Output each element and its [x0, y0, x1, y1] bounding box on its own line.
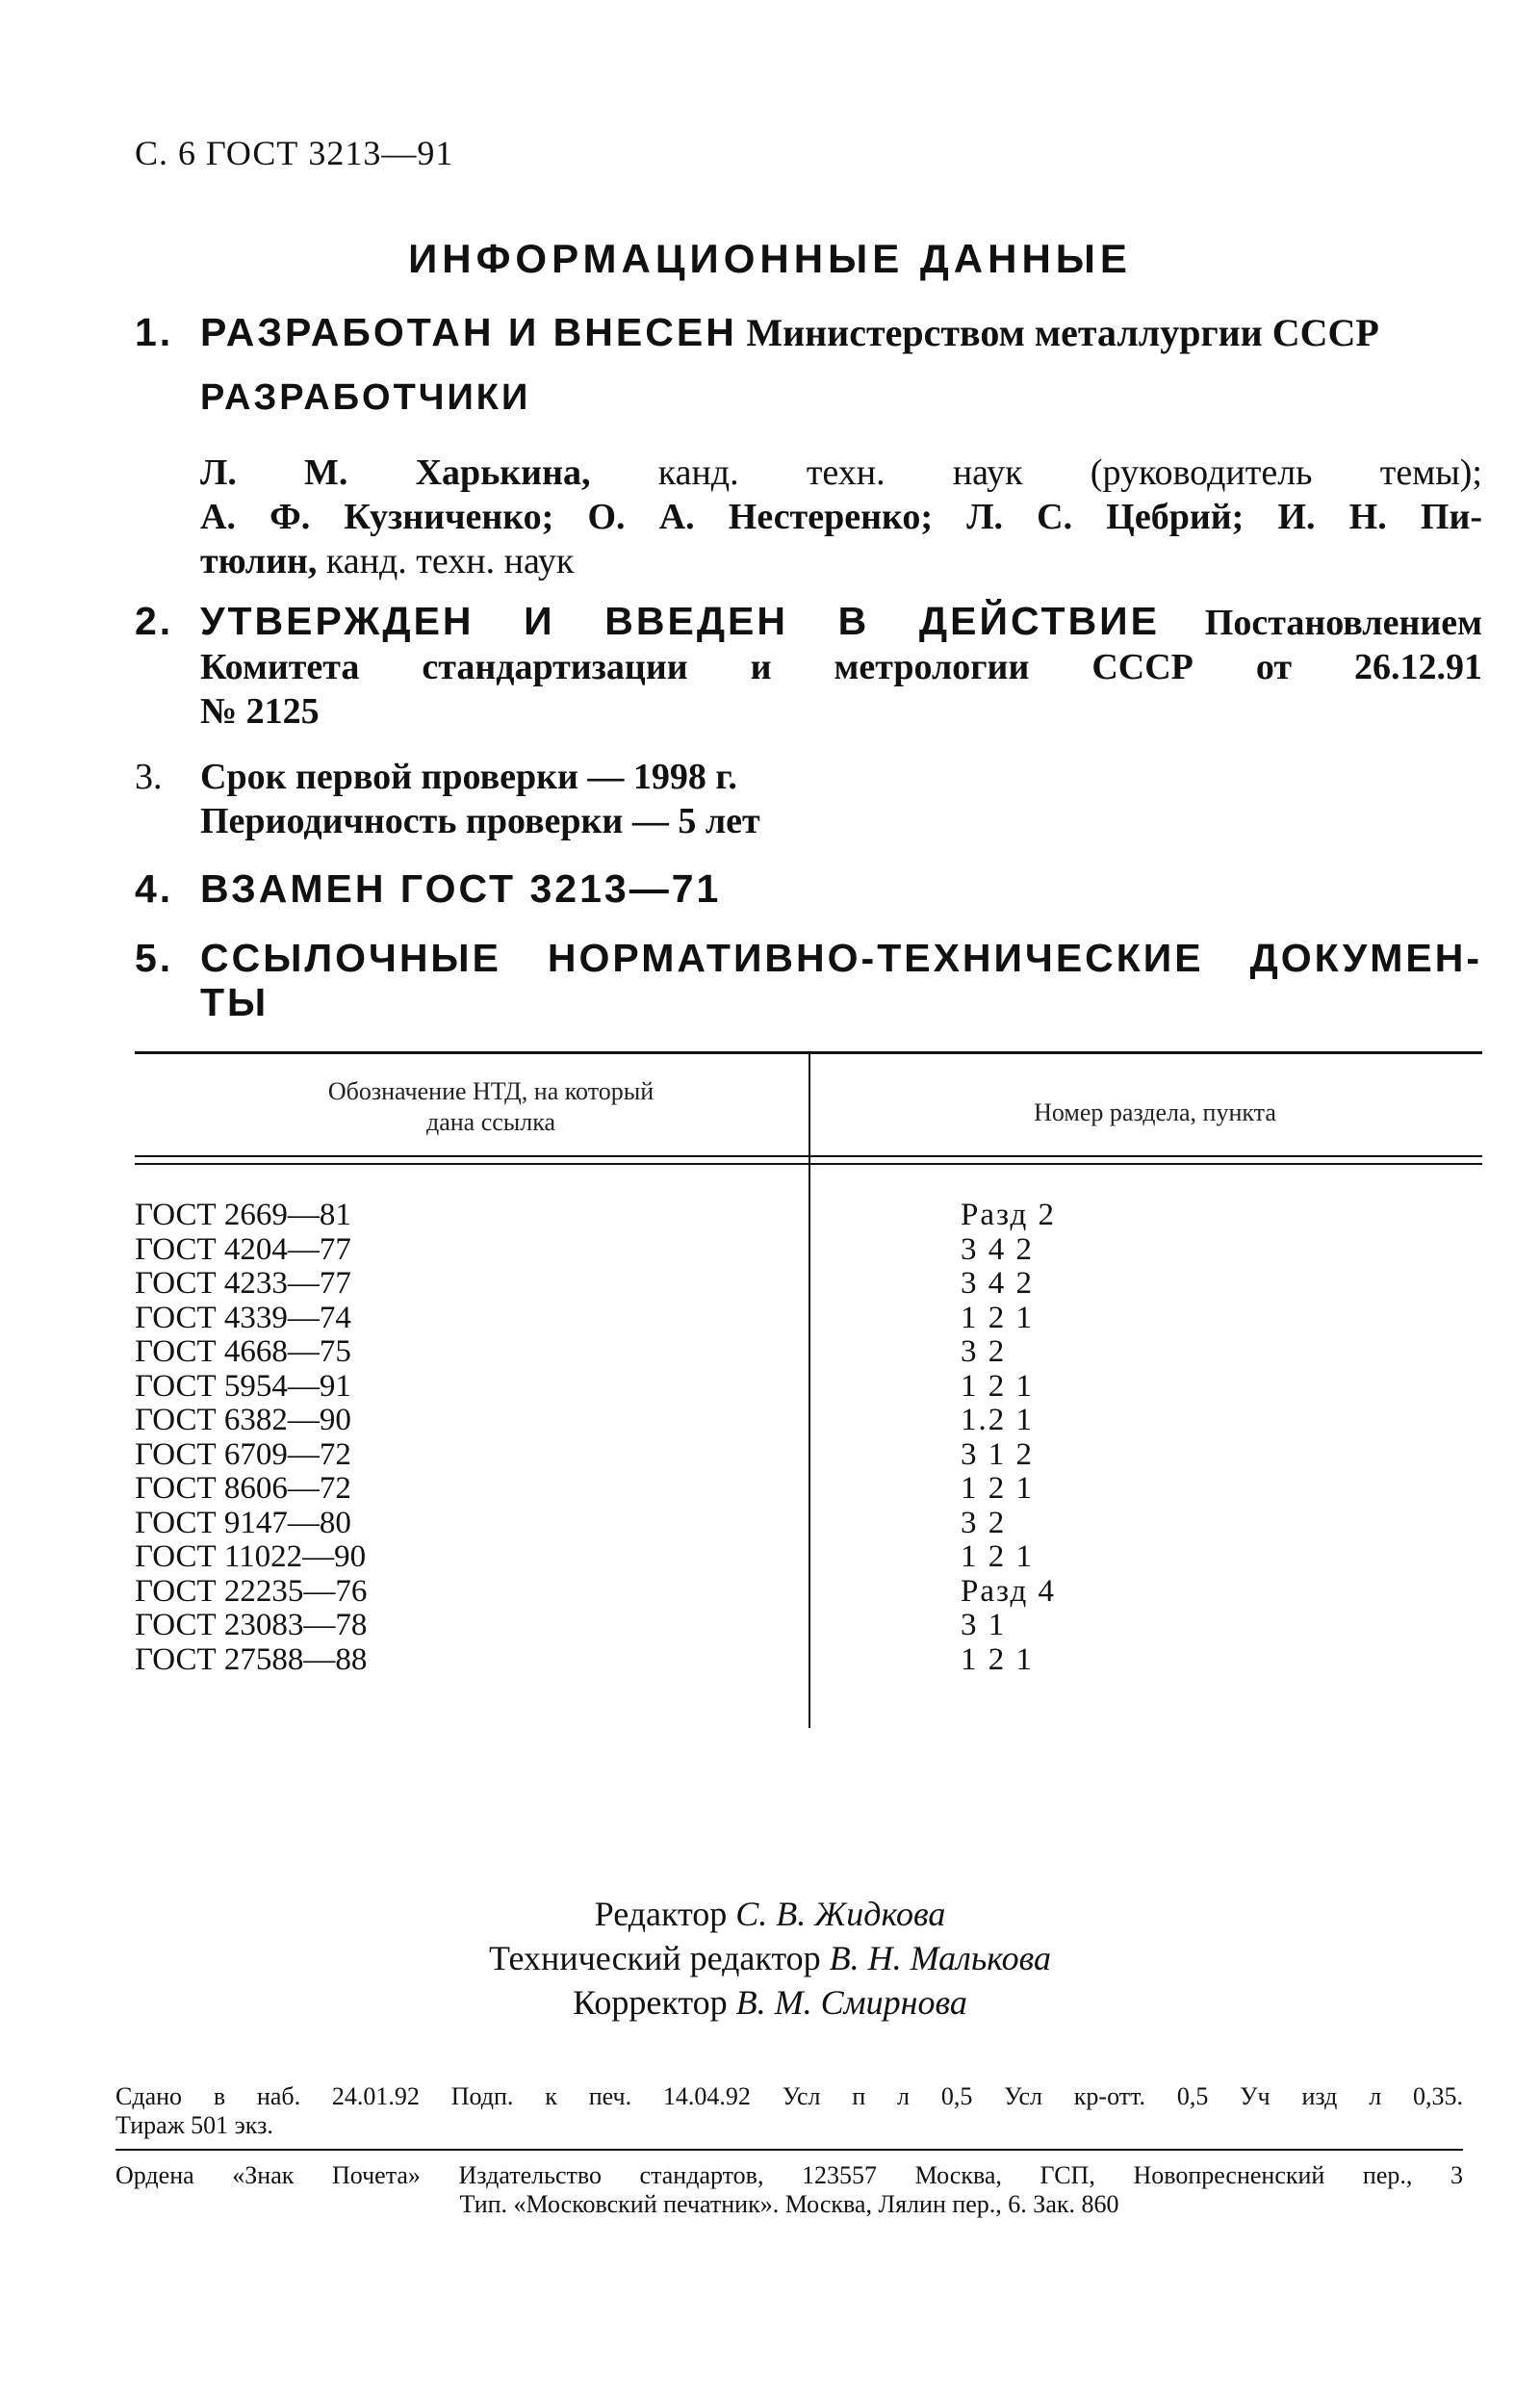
table-row	[135, 1540, 1482, 1575]
table-row	[135, 1233, 1482, 1268]
table-row	[135, 1575, 1482, 1610]
page-header: С. 6 ГОСТ 3213—91	[135, 134, 454, 172]
table-cell-ref: 3 4 2	[961, 1266, 1034, 1301]
item-lead: УТВЕРЖДЕН И ВВЕДЕН В ДЕЙСТВИЕ	[200, 599, 1160, 643]
item-lead: ССЫЛОЧНЫЕ НОРМАТИВНО-ТЕХНИЧЕСКИЕ ДОКУМЕН-	[200, 936, 1482, 980]
table-cell-ref: 1 2 1	[961, 1368, 1034, 1404]
table-header-rule	[135, 1163, 1482, 1165]
page-title: ИНФОРМАЦИОННЫЕ ДАННЫЕ	[408, 236, 1132, 281]
item-number: 5.	[135, 936, 174, 980]
item-lead: РАЗРАБОТАН И ВНЕСЕН	[200, 310, 737, 354]
item-lead: ВЗАМЕН ГОСТ 3213—71	[200, 866, 722, 911]
table-row	[135, 1507, 1482, 1541]
developers-line-3: тюлин, канд. техн. наук	[200, 541, 575, 581]
table-row	[135, 1438, 1482, 1473]
table-cell-doc: ГОСТ 4204—77	[135, 1231, 351, 1267]
credit-tech-editor: Технический редактор В. Н. Малькова	[488, 1939, 1052, 1977]
table-row	[135, 1609, 1482, 1643]
developers-line-2: А. Ф. Кузниченко; О. А. Нестеренко; Л. С. Цебрий; И. Н. Пи-	[200, 497, 1482, 537]
developers-line-1: Л. М. Харькина, канд. техн. наук (руководитель темы);	[200, 452, 1482, 493]
table-cell-ref: 1.2 1	[961, 1403, 1034, 1437]
table-cell-doc: ГОСТ 9147—80	[135, 1505, 351, 1540]
table-header-doc: Обозначение НТД, на который дана ссылка	[327, 1077, 654, 1136]
item-number: 3.	[135, 757, 163, 797]
table-cell-doc: ГОСТ 4668—75	[135, 1334, 351, 1369]
table-row	[135, 1404, 1482, 1438]
table-row	[135, 1199, 1482, 1233]
table-cell-ref: 1 2 1	[961, 1471, 1034, 1506]
developers-heading: РАЗРАБОТЧИКИ	[200, 377, 531, 418]
item-text: Министерством металлургии СССР	[746, 311, 1379, 354]
table-cell-ref: 1 2 1	[961, 1641, 1034, 1677]
table-cell-doc: ГОСТ 4233—77	[135, 1266, 351, 1301]
table-cell-ref: Разд 4	[961, 1573, 1056, 1609]
item-text: Постановлением	[1204, 603, 1483, 643]
item-number: 1.	[135, 310, 174, 354]
item-line-3: № 2125	[200, 691, 320, 732]
table-row	[135, 1472, 1482, 1507]
table-cell-ref: 3 4 2	[961, 1231, 1034, 1267]
table-cell-ref: 3 1 2	[961, 1436, 1034, 1472]
developers-list	[200, 451, 1482, 583]
table-cell-ref: 1 2 1	[961, 1300, 1034, 1335]
item-line-2: Периодичность проверки — 5 лет	[200, 801, 760, 841]
item-lead-cont: ТЫ	[200, 980, 270, 1024]
item-line-1: Срок первой проверки — 1998 г.	[200, 757, 737, 797]
table-row	[135, 1643, 1482, 1678]
imprint-print-data: Сдано в наб. 24.01.92 Подп. к печ. 14.04.92 Усл п л 0,5 Усл кр-отт. 0,5 Уч изд л 0,35. Тираж 501 экз.	[116, 2082, 1463, 2139]
table-row	[135, 1267, 1482, 1302]
table-cell-ref: 3 2	[961, 1334, 1007, 1369]
item-number: 2.	[135, 599, 174, 643]
table-cell-ref: Разд 2	[961, 1198, 1056, 1232]
table-cell-doc: ГОСТ 2669—81	[135, 1198, 351, 1232]
table-cell-doc: ГОСТ 23083—78	[135, 1608, 368, 1642]
table-header-ref: Номер раздела, пункта	[1034, 1098, 1276, 1126]
table-row	[135, 1335, 1482, 1370]
credits	[0, 1892, 1540, 2025]
table-cell-doc: ГОСТ 4339—74	[135, 1300, 351, 1335]
table-cell-doc: ГОСТ 27588—88	[135, 1641, 368, 1677]
table-cell-doc: ГОСТ 5954—91	[135, 1368, 351, 1404]
table-body	[135, 1199, 1482, 1677]
table-cell-ref: 3 2	[961, 1505, 1007, 1540]
table-row	[135, 1370, 1482, 1405]
item-4	[135, 866, 1482, 913]
imprint-publisher: Ордена «Знак Почета» Издательство стандартов, 123557 Москва, ГСП, Новопресненский пер., 3 Тип. «Московский печатник». Москва, Лялин пер., 6. Зак. 860	[116, 2161, 1463, 2218]
table-cell-doc: ГОСТ 6709—72	[135, 1436, 351, 1472]
table-cell-doc: ГОСТ 6382—90	[135, 1403, 351, 1437]
table-row	[135, 1302, 1482, 1336]
item-5	[135, 936, 1482, 1024]
item-3	[135, 755, 1482, 843]
table-cell-doc: ГОСТ 11022—90	[135, 1539, 367, 1574]
item-number: 4.	[135, 866, 174, 911]
credit-editor: Редактор С. В. Жидкова	[594, 1895, 946, 1933]
table-cell-doc: ГОСТ 8606—72	[135, 1471, 351, 1506]
table-cell-doc: ГОСТ 22235—76	[135, 1573, 368, 1609]
credit-proofreader: Корректор В. М. Смирнова	[573, 1983, 967, 2022]
item-line-2: Комитета стандартизации и метрологии СССР от 26.12.91	[200, 647, 1482, 687]
imprint-rule	[116, 2149, 1463, 2151]
item-2	[135, 599, 1482, 734]
table-cell-ref: 3 1	[961, 1608, 1007, 1642]
item-1	[135, 310, 1482, 356]
table-cell-ref: 1 2 1	[961, 1539, 1034, 1574]
table-header-rule	[135, 1155, 1482, 1157]
